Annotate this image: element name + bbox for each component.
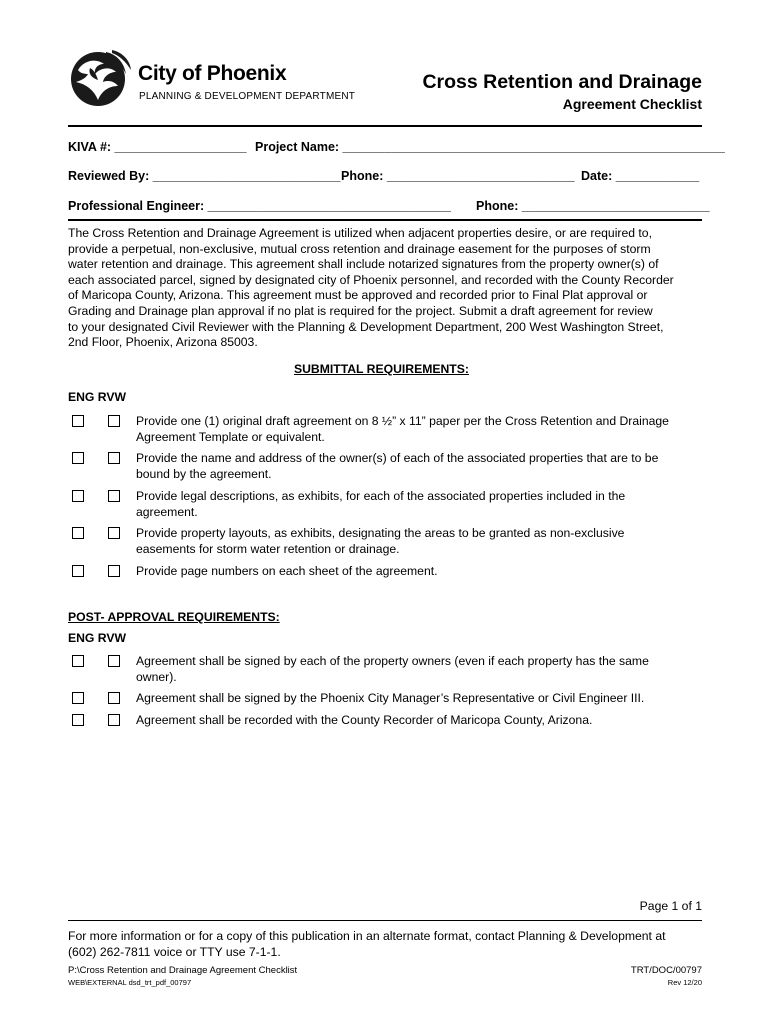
intro-line: 2nd Floor, Phoenix, Arizona 85003. bbox=[68, 335, 258, 350]
org-name: City of Phoenix bbox=[138, 62, 287, 85]
item-text bbox=[136, 526, 708, 557]
fields-divider bbox=[68, 219, 702, 221]
eng-checkbox[interactable] bbox=[72, 565, 84, 577]
intro-paragraph bbox=[68, 226, 704, 351]
footer-doc-id: TRT/DOC/00797 bbox=[630, 965, 702, 976]
item-line: Provide the name and address of the owner(s) of each of the associated properties that are to be bbox=[136, 451, 659, 465]
professional-engineer-field[interactable]: Professional Engineer: ___________________________________ bbox=[68, 199, 451, 213]
post-approval-column-labels: ENG RVW bbox=[68, 631, 127, 645]
rvw-checkbox[interactable] bbox=[108, 527, 120, 539]
department-name: PLANNING & DEVELOPMENT DEPARTMENT bbox=[139, 91, 356, 102]
header-divider bbox=[68, 125, 702, 127]
reviewed-by-field[interactable]: Reviewed By: ___________________________ bbox=[68, 169, 341, 183]
rvw-checkbox[interactable] bbox=[108, 490, 120, 502]
footer-info bbox=[68, 929, 666, 960]
item-text bbox=[136, 451, 708, 482]
item-text bbox=[136, 414, 708, 445]
post-approval-heading: POST- APPROVAL REQUIREMENTS: bbox=[68, 610, 280, 624]
footer-info-line: For more information or for a copy of this publication in an alternate format, contact Planning & Development at bbox=[68, 929, 666, 943]
document-title: Cross Retention and Drainage bbox=[422, 71, 702, 93]
item-line: Provide legal descriptions, as exhibits, for each of the associated properties included in the bbox=[136, 489, 626, 503]
item-line: Agreement shall be signed by the Phoenix City Manager’s Representative or Civil Engineer III. bbox=[136, 691, 645, 705]
rvw-checkbox[interactable] bbox=[108, 692, 120, 704]
rvw-checkbox[interactable] bbox=[108, 714, 120, 726]
item-line: owner). bbox=[136, 669, 177, 684]
phone-field-reviewer[interactable]: Phone: ___________________________ bbox=[341, 169, 575, 183]
intro-line: Grading and Drainage plan approval if no plat is required for the project. Submit a draft agreement for review bbox=[68, 303, 653, 318]
footer-revision: Rev 12/20 bbox=[667, 978, 702, 987]
rvw-checkbox[interactable] bbox=[108, 452, 120, 464]
item-text bbox=[136, 713, 708, 729]
document-subtitle: Agreement Checklist bbox=[562, 96, 702, 112]
eng-checkbox[interactable] bbox=[72, 655, 84, 667]
submittal-column-labels: ENG RVW bbox=[68, 390, 127, 404]
project-name-field[interactable]: Project Name: _______________________________________________________ bbox=[255, 140, 725, 154]
item-line: Agreement shall be recorded with the County Recorder of Maricopa County, Arizona. bbox=[136, 713, 593, 727]
submittal-heading: SUBMITTAL REQUIREMENTS: bbox=[294, 362, 469, 376]
eng-checkbox[interactable] bbox=[72, 714, 84, 726]
item-line: Agreement shall be signed by each of the property owners (even if each property has the same bbox=[136, 654, 649, 668]
item-line: Provide page numbers on each sheet of the agreement. bbox=[136, 564, 438, 578]
intro-line: to your designated Civil Reviewer with the Planning & Development Department, 200 West Washington Street, bbox=[68, 319, 664, 334]
rvw-checkbox[interactable] bbox=[108, 415, 120, 427]
item-text bbox=[136, 654, 708, 685]
intro-line: of Maricopa County, Arizona. This agreement must be approved and recorded prior to Final Plat approval or bbox=[68, 288, 648, 303]
eng-checkbox[interactable] bbox=[72, 415, 84, 427]
intro-line: provide a perpetual, non-exclusive, mutual cross retention and drainage easement for the purposes of storm bbox=[68, 241, 651, 256]
item-line: bound by the agreement. bbox=[136, 466, 272, 481]
eng-checkbox[interactable] bbox=[72, 490, 84, 502]
item-line: easements for storm water retention or drainage. bbox=[136, 541, 400, 556]
rvw-checkbox[interactable] bbox=[108, 655, 120, 667]
footer-divider bbox=[68, 920, 702, 921]
footer-web-path: WEB\EXTERNAL dsd_trt_pdf_00797 bbox=[68, 978, 192, 987]
phone-field-engineer[interactable]: Phone: ___________________________ bbox=[476, 199, 710, 213]
eng-checkbox[interactable] bbox=[72, 692, 84, 704]
rvw-checkbox[interactable] bbox=[108, 565, 120, 577]
eng-checkbox[interactable] bbox=[72, 452, 84, 464]
date-field[interactable]: Date: ____________ bbox=[581, 169, 700, 183]
page-number: Page 1 of 1 bbox=[639, 899, 702, 913]
kiva-field[interactable]: KIVA #: ___________________ bbox=[68, 140, 247, 154]
item-text bbox=[136, 489, 708, 520]
footer-file-path: P:\Cross Retention and Drainage Agreement Checklist bbox=[68, 965, 298, 976]
item-text bbox=[136, 691, 708, 707]
item-text bbox=[136, 564, 708, 580]
intro-line: each associated parcel, signed by designated city of Phoenix personnel, and recorded with the County Recorder bbox=[68, 272, 674, 287]
intro-line: The Cross Retention and Drainage Agreement is utilized when adjacent properties desire, or are required to, bbox=[68, 226, 652, 240]
phoenix-bird-logo-icon bbox=[68, 48, 132, 108]
item-line: Provide property layouts, as exhibits, designating the areas to be granted as non-exclusive bbox=[136, 526, 625, 540]
item-line: Agreement Template or equivalent. bbox=[136, 429, 325, 444]
item-line: agreement. bbox=[136, 504, 198, 519]
item-line: Provide one (1) original draft agreement on 8 ½” x 11” paper per the Cross Retention and Drainage bbox=[136, 414, 669, 428]
intro-line: water retention and drainage. This agreement shall include notarized signatures from the property owner(s) of bbox=[68, 257, 659, 272]
eng-checkbox[interactable] bbox=[72, 527, 84, 539]
footer-info-line: (602) 262-7811 voice or TTY use 7-1-1. bbox=[68, 944, 281, 959]
